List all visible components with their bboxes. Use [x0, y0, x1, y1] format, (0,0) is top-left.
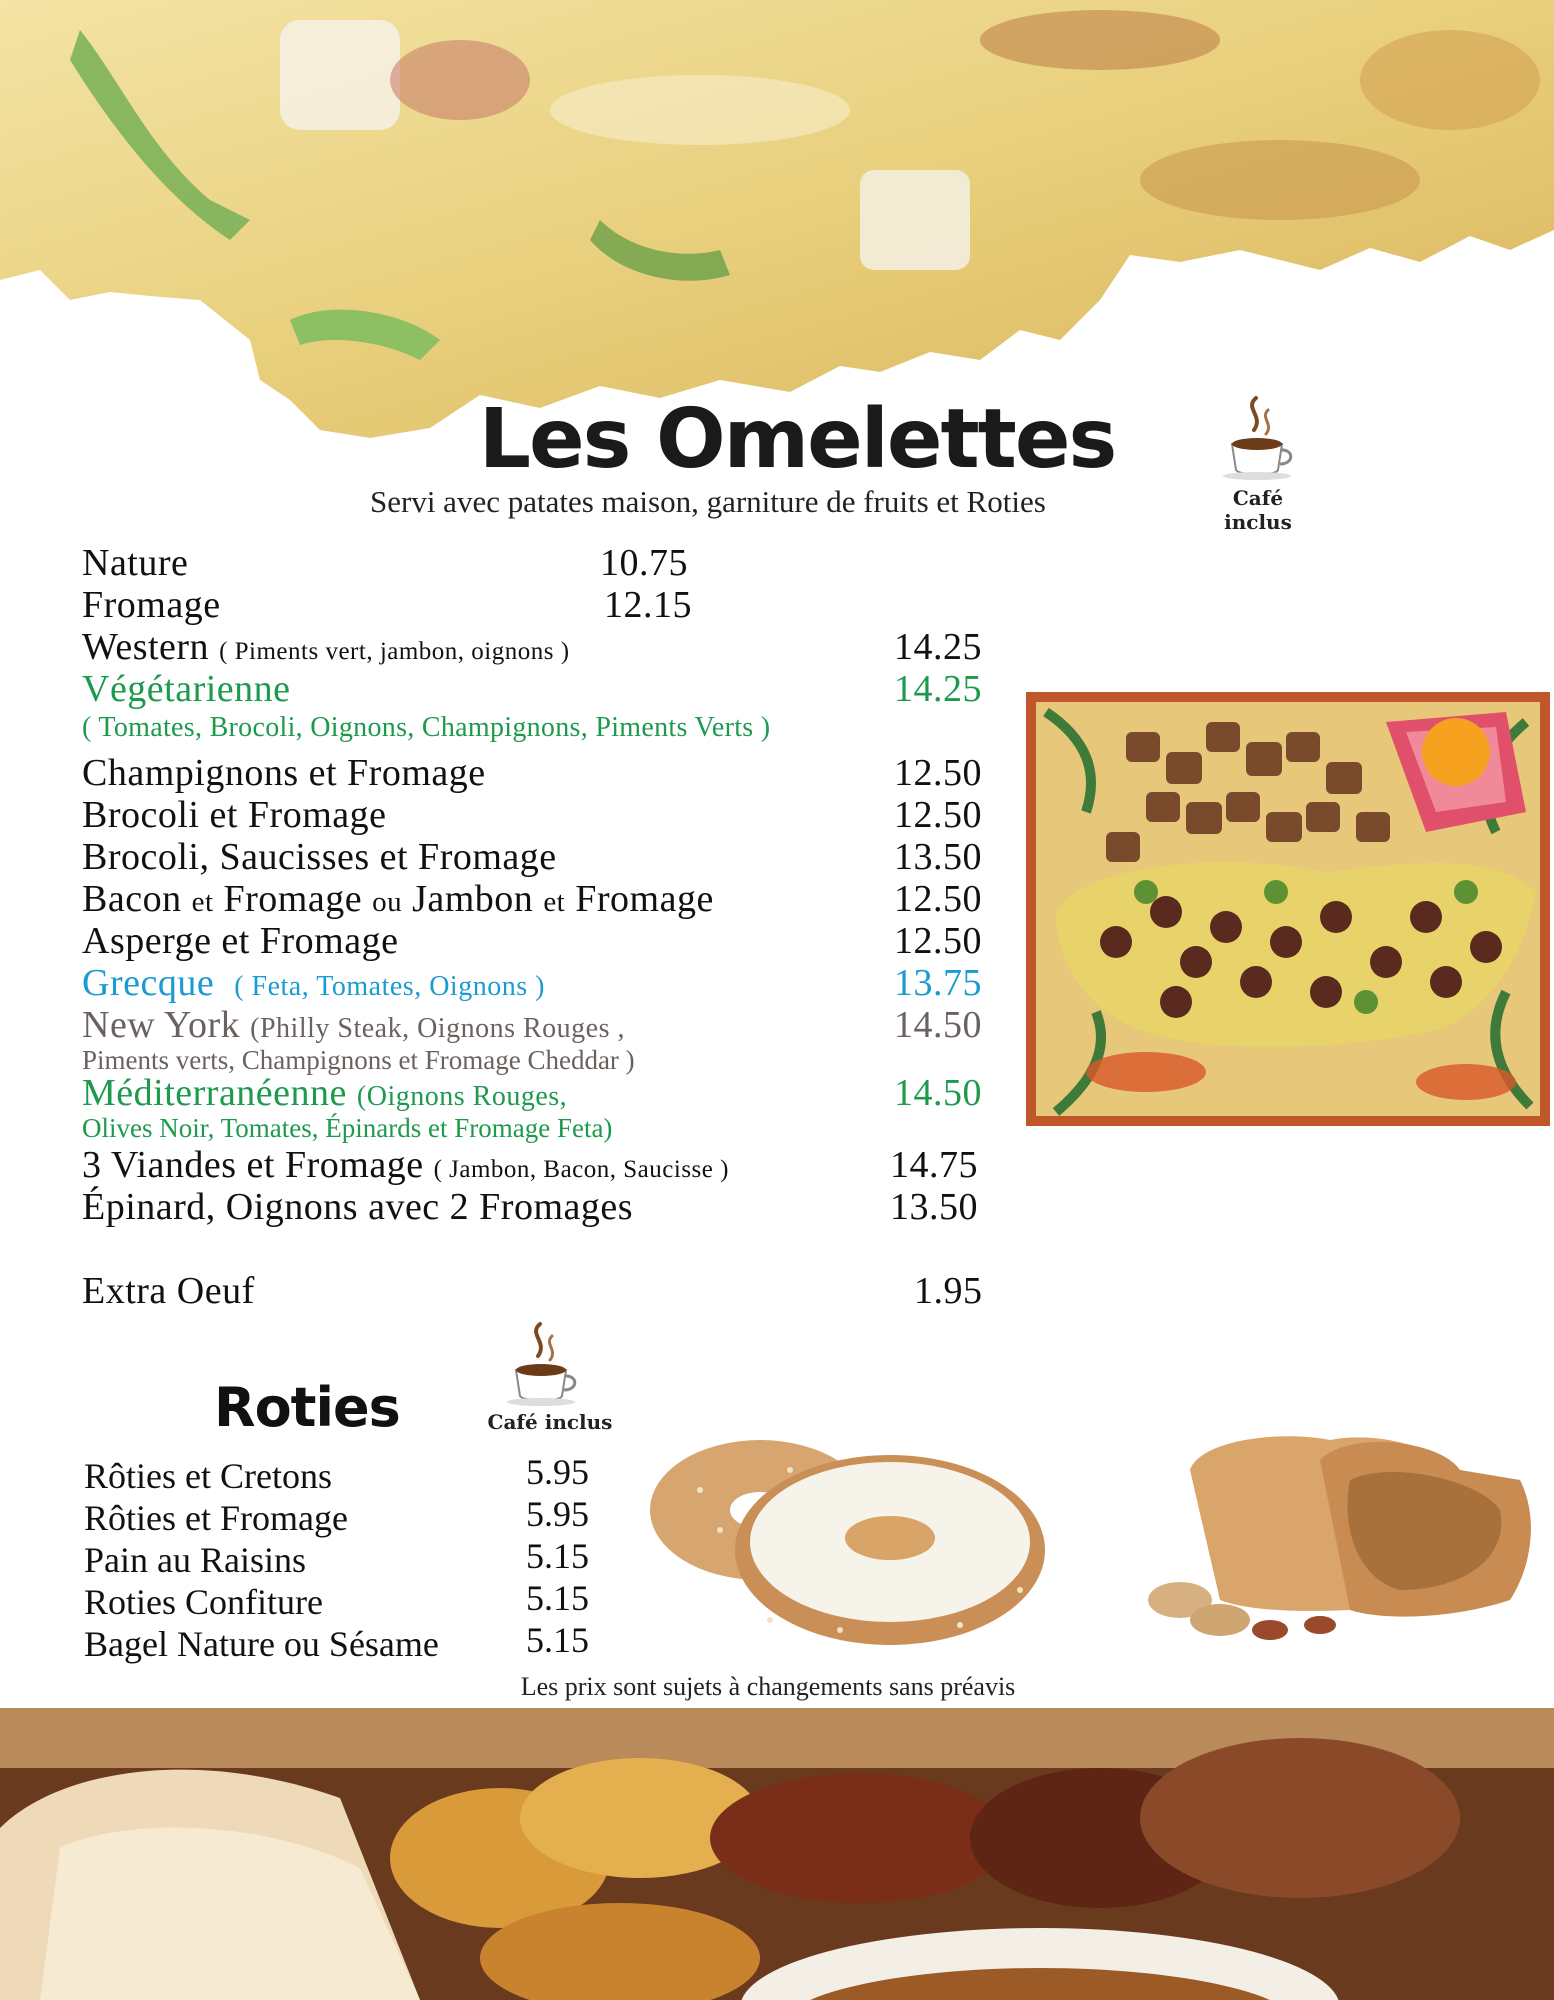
menu-item-pain-raisins: Pain au Raisins — [84, 1540, 306, 1580]
item-name: Brocoli, Saucisses et Fromage — [82, 836, 557, 878]
omelette-plate-photo — [1026, 692, 1550, 1126]
item-price: 12.50 — [894, 920, 982, 962]
page-title: Les Omelettes — [478, 392, 1116, 487]
item-price: 14.50 — [894, 1072, 982, 1114]
menu-item-epinard-oignons — [82, 1186, 633, 1228]
item-name: Extra Oeuf — [82, 1270, 255, 1312]
item-detail: Piments verts, Champignons et Fromage Cheddar ) — [82, 1045, 635, 1075]
item-price: 13.50 — [894, 836, 982, 878]
item-name: New York — [82, 1004, 241, 1046]
item-name: Végétarienne — [82, 668, 291, 710]
bagel-photo — [640, 1420, 1060, 1650]
item-name: Western — [82, 626, 210, 668]
item-name-part: Jambon — [412, 878, 534, 920]
menu-item-bacon-jambon-fromage — [82, 878, 714, 923]
item-price: 5.95 — [526, 1452, 589, 1492]
price-notice-text: Les prix sont sujets à changements sans préavis — [520, 1672, 1016, 1701]
item-detail: ( Tomates, Brocoli, Oignons, Champignons, Piments Verts ) — [82, 712, 771, 743]
menu-item-western — [82, 626, 570, 673]
item-price: 5.15 — [526, 1536, 589, 1576]
item-price: 13.50 — [890, 1186, 978, 1228]
item-name-part: Fromage — [575, 878, 714, 920]
item-price: 14.25 — [894, 626, 982, 668]
roties-title: Roties — [214, 1376, 400, 1439]
price-notice — [0, 1672, 1554, 1702]
item-price: 12.15 — [604, 584, 692, 626]
item-note: ( Feta, Tomates, Oignons ) — [234, 971, 545, 1002]
item-price: 1.95 — [914, 1270, 983, 1312]
menu-item-grecque — [82, 962, 545, 1008]
menu-item-roties-cretons: Rôties et Cretons — [84, 1456, 332, 1496]
menu-item-3-viandes — [82, 1144, 729, 1191]
menu-item-extra-oeuf — [82, 1270, 255, 1312]
coffee-cup-icon — [504, 1318, 584, 1408]
item-name: 3 Viandes et Fromage — [82, 1144, 424, 1186]
item-name: Méditerranéenne — [82, 1072, 347, 1114]
menu-item-champignons-fromage — [82, 752, 486, 794]
item-price: 13.75 — [894, 962, 982, 1004]
item-price: 5.15 — [526, 1578, 589, 1618]
item-name: Brocoli et Fromage — [82, 794, 387, 836]
item-note: (Philly Steak, Oignons Rouges , — [250, 1013, 625, 1044]
menu-item-vegetarienne — [82, 668, 291, 710]
cafe-inclus-badge-roties — [488, 1318, 618, 1434]
item-note: (Oignons Rouges, — [356, 1081, 568, 1112]
item-name: Asperge et Fromage — [82, 920, 399, 962]
item-note: ( Piments vert, jambon, oignons ) — [219, 638, 570, 665]
item-price: 14.75 — [890, 1144, 978, 1186]
item-price: 14.25 — [894, 668, 982, 710]
coffee-cup-icon — [1220, 392, 1300, 482]
item-name-part: Bacon — [82, 878, 182, 920]
item-name-part: Fromage — [223, 878, 363, 920]
breakfast-photo-bottom — [0, 1708, 1554, 2000]
menu-item-brocoli-fromage — [82, 794, 386, 836]
item-name: Nature — [82, 542, 189, 584]
item-price: 5.95 — [526, 1494, 589, 1534]
menu-item-fromage — [82, 584, 221, 626]
item-name-part: et — [191, 886, 214, 918]
item-price: 10.75 — [600, 542, 688, 584]
item-price: 5.15 — [526, 1620, 589, 1660]
cafe-inclus-badge — [1200, 392, 1320, 534]
cafe-inclus-label: Café inclus — [487, 1410, 613, 1434]
cafe-inclus-label: Café inclus — [1224, 486, 1292, 534]
menu-item-bagel: Bagel Nature ou Sésame — [84, 1624, 439, 1664]
item-name: Épinard, Oignons avec 2 Fromages — [82, 1186, 634, 1228]
item-price: 12.50 — [894, 878, 982, 920]
item-price: 12.50 — [894, 752, 982, 794]
item-name: Fromage — [82, 584, 221, 626]
item-price: 12.50 — [894, 794, 982, 836]
peanut-butter-toast-photo — [1120, 1420, 1550, 1650]
menu-item-brocoli-saucisses-fromage — [82, 836, 557, 878]
item-price: 14.50 — [894, 1004, 982, 1046]
menu-item-roties-fromage: Rôties et Fromage — [84, 1498, 348, 1538]
item-name-part: et — [543, 886, 566, 918]
item-note: ( Jambon, Bacon, Saucisse ) — [433, 1156, 729, 1183]
item-name: Champignons et Fromage — [82, 752, 486, 794]
menu-item-roties-confiture: Roties Confiture — [84, 1582, 323, 1622]
menu-item-asperge-fromage — [82, 920, 398, 962]
item-name: Grecque — [82, 962, 215, 1004]
item-detail: Olives Noir, Tomates, Épinards et Fromage Feta) — [82, 1113, 613, 1143]
menu-item-nature — [82, 542, 188, 584]
item-name-part: ou — [372, 886, 403, 918]
subtitle: Servi avec patates maison, garniture de fruits et Roties — [370, 484, 1046, 519]
